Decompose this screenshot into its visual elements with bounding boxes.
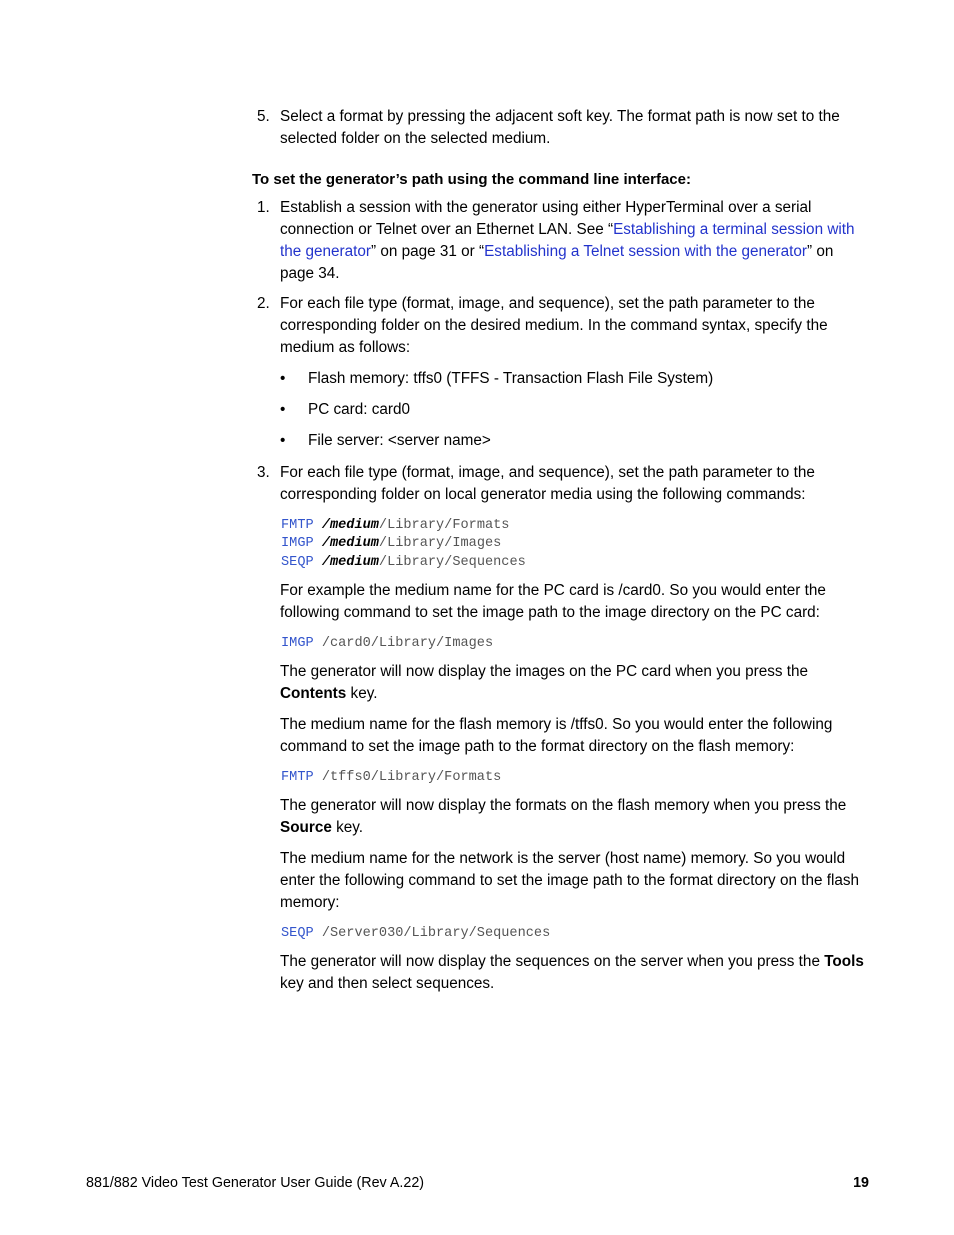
contents-key-label: Contents (280, 685, 347, 702)
code-keyword: FMTP (281, 518, 314, 533)
code-path: /tffs0/Library/Formats (321, 770, 502, 785)
network-paragraph: The medium name for the network is the server (host name) memory. So you would enter the following command to set the image path to the format directory on the flash memory: (280, 850, 860, 911)
source-key-label: Source (280, 819, 332, 836)
text: The generator will now display the sequences on the server when you press the (280, 953, 825, 970)
bullet-item: File server: <server name> (308, 432, 491, 449)
code-keyword: IMGP (281, 636, 314, 651)
code-medium: /medium (321, 518, 379, 533)
step-number: 2. (257, 295, 270, 312)
example-paragraph: For example the medium name for the PC card is /card0. So you would enter the following command to set the image path to the image directory on the PC card: (280, 582, 826, 621)
code-path: /card0/Library/Images (321, 636, 494, 651)
code-path: /Library/Sequences (378, 555, 526, 570)
step-number: 3. (257, 464, 270, 481)
code-medium: /medium (321, 536, 379, 551)
code-line (281, 535, 501, 554)
step-1-text-a: Establish a session with the generator using either HyperTerminal over a serial connection or Telnet over an Ethernet LAN. See “ (280, 199, 812, 238)
terminal-session-link[interactable]: Establishing a terminal session with the generator (280, 221, 855, 260)
bullet-item: Flash memory: tffs0 (TFFS - Transaction Flash File System) (308, 370, 714, 387)
code-line (281, 554, 526, 573)
page-number: 19 (853, 1175, 869, 1191)
code-line (281, 769, 501, 788)
bullet-icon: • (280, 432, 286, 449)
bullet-icon: • (280, 401, 286, 418)
text: The generator will now display the formats on the flash memory when you press the (280, 797, 847, 814)
source-paragraph (280, 795, 870, 839)
code-path: /Library/Images (378, 536, 502, 551)
code-keyword: IMGP (281, 536, 314, 551)
contents-paragraph (280, 661, 870, 705)
bullet-item: PC card: card0 (308, 401, 411, 418)
text: key and then select sequences. (280, 975, 495, 992)
step-1-text-b: ” on page 31 or “ (371, 243, 485, 260)
step-3-text: For each file type (format, image, and sequence), set the path parameter to the corresponding folder on local generator media using the following commands: (280, 464, 815, 503)
step-1-text-c: ” on page 34. (280, 243, 834, 282)
code-keyword: SEQP (281, 926, 314, 941)
step-2-text: For each file type (format, image, and sequence), set the path parameter to the corresponding folder on the desired medium. In the command syntax, specify the medium as follows: (280, 295, 828, 356)
code-keyword: SEQP (281, 555, 314, 570)
footer-title: 881/882 Video Test Generator User Guide (Rev A.22) (86, 1175, 425, 1191)
text: key. (331, 819, 364, 836)
step-1-text (280, 197, 870, 285)
step-5-text: Select a format by pressing the adjacent soft key. The format path is now set to the selected folder on the selected medium. (280, 108, 840, 147)
flash-paragraph: The medium name for the flash memory is /tffs0. So you would enter the following command to set the image path to the format directory on the flash memory: (280, 716, 833, 755)
step-number: 1. (257, 199, 270, 216)
code-line (281, 925, 550, 944)
code-line (281, 635, 493, 654)
bullet-icon: • (280, 370, 286, 387)
tools-key-label: Tools (824, 953, 864, 970)
text: The generator will now display the images on the PC card when you press the (280, 663, 809, 680)
telnet-session-link[interactable]: Establishing a Telnet session with the generator (484, 243, 807, 260)
code-path: /Server030/Library/Sequences (321, 926, 551, 941)
code-medium: /medium (321, 555, 379, 570)
step-number: 5. (257, 108, 270, 125)
tools-paragraph (280, 951, 870, 995)
code-line (281, 517, 509, 536)
code-path: /Library/Formats (378, 518, 510, 533)
code-keyword: FMTP (281, 770, 314, 785)
text: key. (346, 685, 378, 702)
section-heading: To set the generator’s path using the command line interface: (252, 171, 691, 188)
